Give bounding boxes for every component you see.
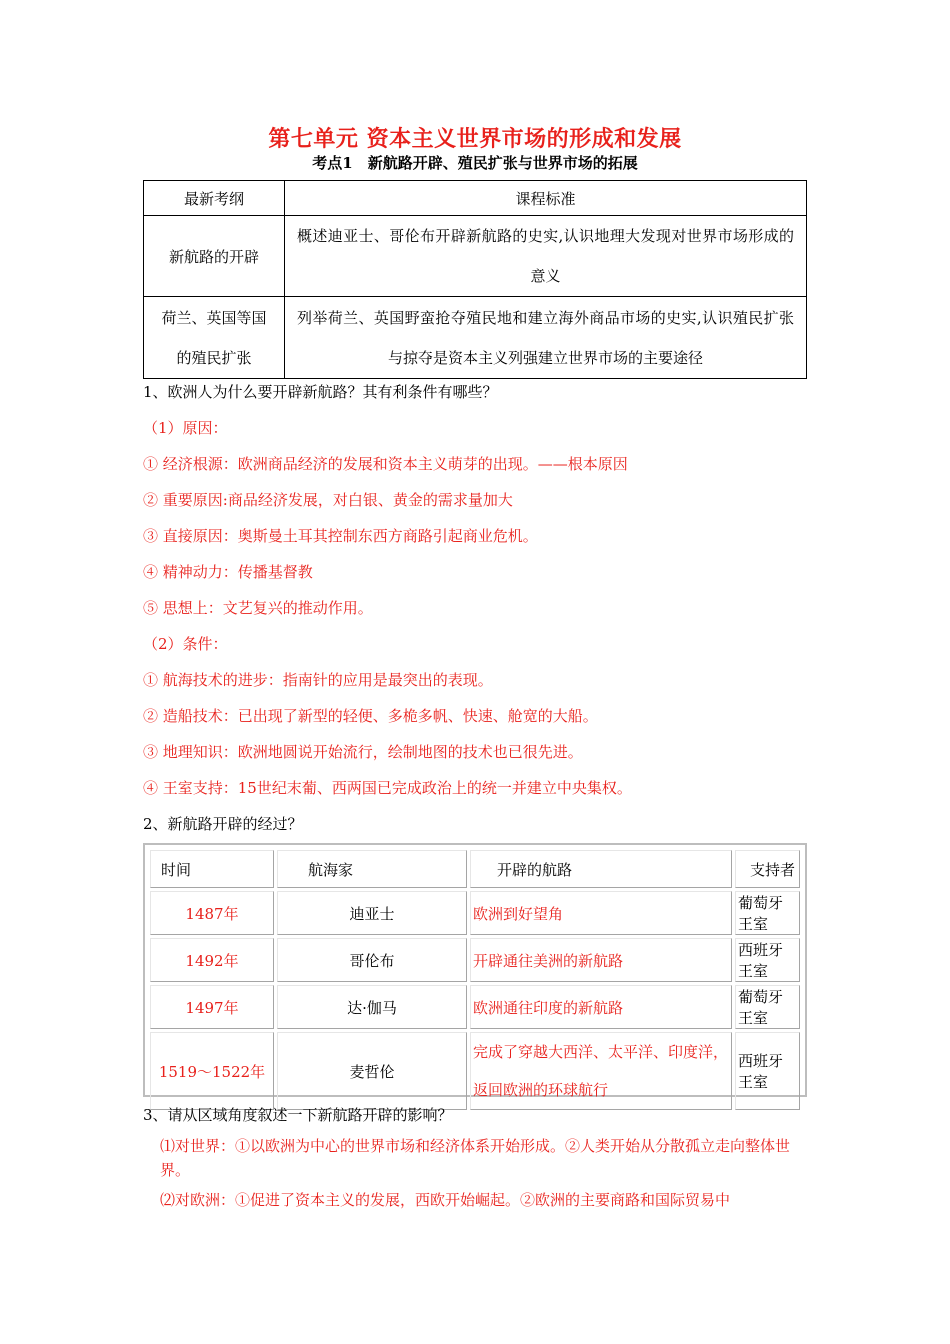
table-header-cell: 开辟的航路 <box>470 850 732 888</box>
table-row <box>150 985 800 1029</box>
table-header-row <box>144 181 807 216</box>
table-header-cell: 航海家 <box>277 850 467 888</box>
impact-on-world: ⑴对世界：①以欧洲为中心的世界市场和经济体系开始形成。②人类开始从分散孤立走向整体世界。 <box>160 1137 791 1179</box>
voyage-sponsor: 西班牙王室 <box>735 1032 800 1110</box>
voyage-navigator: 迪亚士 <box>277 891 467 935</box>
condition-item: ① 航海技术的进步：指南针的应用是最突出的表现。 <box>143 671 493 689</box>
table-header-cell: 时间 <box>150 850 274 888</box>
table-cell-standard: 列举荷兰、英国野蛮抢夺殖民地和建立海外商品市场的史实,认识殖民扩张与掠夺是资本主义列强建立世界市场的主要途径 <box>285 297 807 379</box>
voyage-route: 欧洲到好望角 <box>470 891 732 935</box>
voyage-time: 1492年 <box>150 938 274 982</box>
reason-item: ① 经济根源：欧洲商品经济的发展和资本主义萌芽的出现。——根本原因 <box>143 455 628 473</box>
page-subtitle: 考点1 新航路开辟、殖民扩张与世界市场的拓展 <box>312 154 638 172</box>
voyage-navigator: 达·伽马 <box>277 985 467 1029</box>
table-cell-topic: 新航路的开辟 <box>144 216 285 297</box>
voyage-sponsor: 葡萄牙王室 <box>735 891 800 935</box>
standards-table <box>143 180 807 379</box>
voyages-table <box>147 847 803 1113</box>
voyage-route: 欧洲通往印度的新航路 <box>470 985 732 1029</box>
question-3: 3、请从区域角度叙述一下新航路开辟的影响？ <box>143 1106 453 1124</box>
reason-item: ② 重要原因:商品经济发展，对白银、黄金的需求量加大 <box>143 491 513 509</box>
question-2: 2、新航路开辟的经过？ <box>143 815 303 833</box>
voyage-time: 1519～1522年 <box>150 1032 274 1110</box>
reason-item: ⑤ 思想上：文艺复兴的推动作用。 <box>143 599 373 617</box>
voyage-navigator: 哥伦布 <box>277 938 467 982</box>
conditions-heading: （2）条件： <box>143 635 228 653</box>
voyage-route: 完成了穿越大西洋、太平洋、印度洋，返回欧洲的环球航行 <box>470 1032 732 1110</box>
voyage-sponsor: 葡萄牙王室 <box>735 985 800 1029</box>
condition-item: ② 造船技术：已出现了新型的轻便、多桅多帆、快速、舱宽的大船。 <box>143 707 598 725</box>
condition-item: ③ 地理知识：欧洲地圆说开始流行，绘制地图的技术也已很先进。 <box>143 743 583 761</box>
table-header-cell: 支持者 <box>735 850 800 888</box>
table-cell-standard: 概述迪亚士、哥伦布开辟新航路的史实,认识地理大发现对世界市场形成的意义 <box>285 216 807 297</box>
table-header-cell: 最新考纲 <box>144 181 285 216</box>
condition-item: ④ 王室支持：15世纪末葡、西两国已完成政治上的统一并建立中央集权。 <box>143 779 632 797</box>
voyage-route: 开辟通往美洲的新航路 <box>470 938 732 982</box>
voyage-sponsor: 西班牙王室 <box>735 938 800 982</box>
page-title: 第七单元 资本主义世界市场的形成和发展 <box>268 126 682 152</box>
question-1: 1、欧洲人为什么要开辟新航路？其有利条件有哪些？ <box>143 383 498 401</box>
reasons-heading: （1）原因： <box>143 419 228 437</box>
voyage-navigator: 麦哲伦 <box>277 1032 467 1110</box>
table-header-cell: 课程标准 <box>285 181 807 216</box>
table-row <box>150 938 800 982</box>
table-row <box>144 297 807 379</box>
table-row <box>150 891 800 935</box>
reason-item: ③ 直接原因：奥斯曼土耳其控制东西方商路引起商业危机。 <box>143 527 538 545</box>
voyage-time: 1497年 <box>150 985 274 1029</box>
voyages-table-frame <box>143 843 807 1097</box>
voyage-time: 1487年 <box>150 891 274 935</box>
table-row <box>150 1032 800 1110</box>
table-header-row <box>150 850 800 888</box>
reason-item: ④ 精神动力：传播基督教 <box>143 563 313 581</box>
impact-on-europe: ⑵对欧洲：①促进了资本主义的发展，西欧开始崛起。②欧洲的主要商路和国际贸易中 <box>160 1191 731 1209</box>
table-cell-topic: 荷兰、英国等国的殖民扩张 <box>144 297 285 379</box>
table-row <box>144 216 807 297</box>
